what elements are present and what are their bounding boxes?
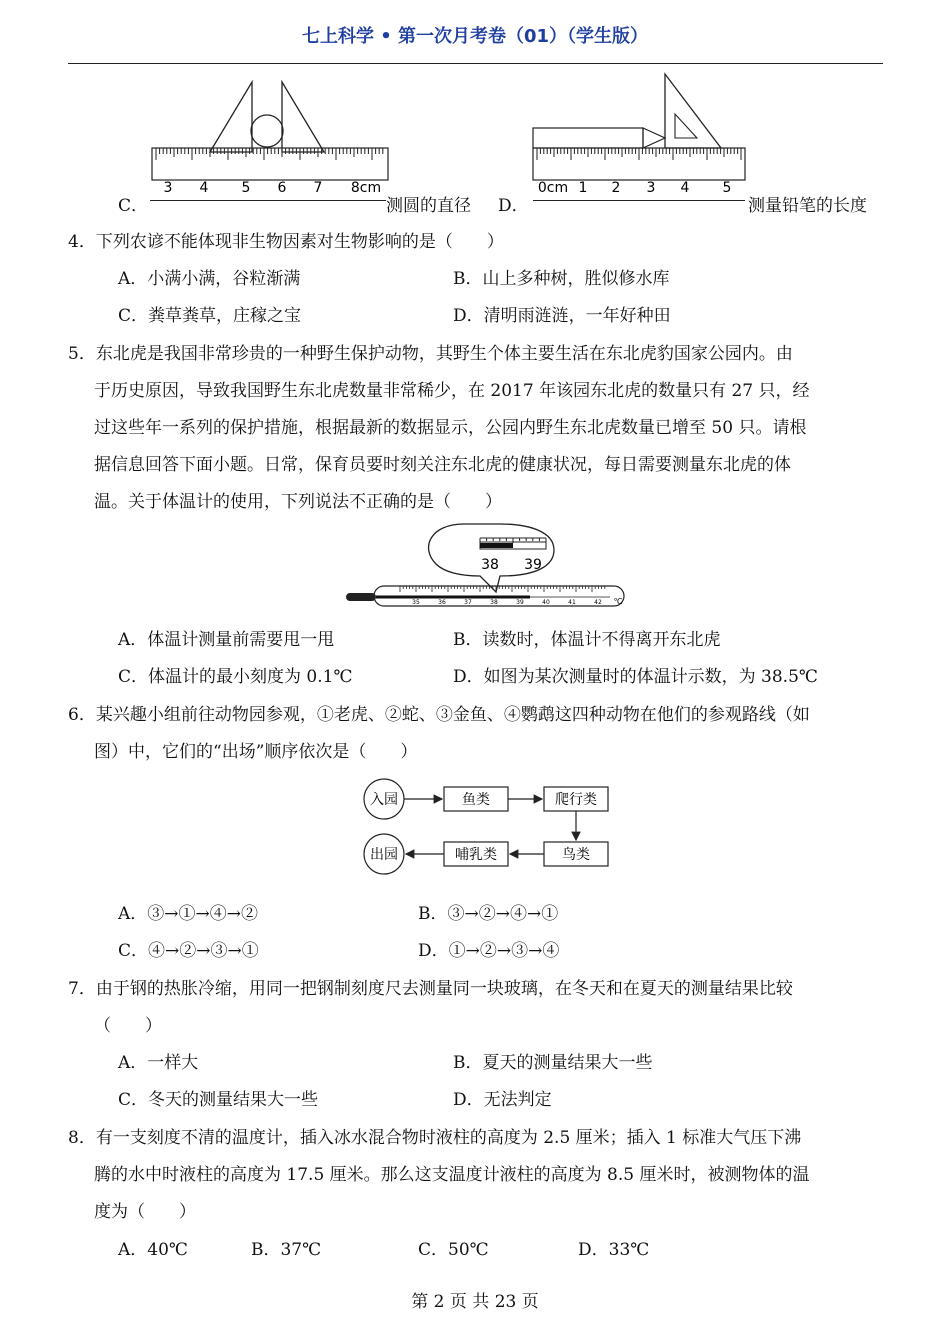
- ruler-d-label: 0cm: [537, 180, 569, 196]
- page-header-title: 七上科学 • 第一次月考卷（01）（学生版）: [301, 26, 649, 47]
- thermometer-scale-label: 37: [464, 599, 472, 606]
- q5-option-c: C．体温计的最小刻度为 0.1℃: [118, 667, 353, 687]
- q8-stem-line: 度为（ ）: [94, 1202, 196, 1222]
- ruler-d-label: 2: [611, 180, 621, 196]
- q6-option-d: D．①→②→③→④: [418, 941, 560, 961]
- exit-label: 出园: [370, 847, 398, 863]
- q8-stem-line: 8．有一支刻度不清的温度计，插入冰水混合物时液柱的高度为 2.5 厘米；插入 1 标准大气压下沸: [68, 1128, 802, 1148]
- mammal-label: 哺乳类: [455, 847, 497, 863]
- ruler-d-label: 5: [722, 180, 732, 196]
- ruler-c-label: 6: [277, 180, 287, 196]
- pencil-body: [533, 128, 643, 148]
- fish-label: 鱼类: [462, 792, 490, 808]
- q7-stem-line: 7．由于钢的热胀冷缩，用同一把钢制刻度尺去测量同一块玻璃，在冬天和在夏天的测量结果比较: [68, 979, 793, 999]
- q5-stem-line: 于历史原因，导致我国野生东北虎数量非常稀少，在 2017 年该园东北虎的数量只有 27 只，经: [94, 381, 810, 401]
- ruler-body-c: [152, 148, 388, 180]
- q5-stem-line: 据信息回答下面小题。日常，保育员要时刻关注东北虎的健康状况，每日需要测量东北虎的体: [94, 455, 791, 475]
- q6-stem-line: 6．某兴趣小组前往动物园参观，①老虎、②蛇、③金鱼、④鹦鹉这四种动物在他们的参观路线（如: [68, 705, 810, 725]
- q3-option-d-letter: D．: [498, 196, 529, 216]
- q4-stem: 4．下列农谚不能体现非生物因素对生物影响的是（ ）: [68, 232, 504, 252]
- thermometer-scale-label: 35: [412, 599, 420, 606]
- q7-stem-line: （ ）: [94, 1016, 162, 1036]
- thermometer-scale-label: 41: [568, 599, 576, 606]
- q7-option-b: B．夏天的测量结果大一些: [453, 1053, 653, 1073]
- set-square: [665, 74, 721, 148]
- q8-option-c: C．50℃: [418, 1240, 489, 1260]
- q8-option-b: B．37℃: [251, 1240, 322, 1260]
- thermometer-unit: ℃: [613, 597, 623, 606]
- ruler-c-label: 4: [199, 180, 209, 196]
- thermometer-scale-label: 36: [438, 599, 446, 606]
- q7-option-c: C．冬天的测量结果大一些: [118, 1090, 319, 1110]
- q3-d-underline: [533, 200, 745, 201]
- zoo-route-diagram: [360, 775, 615, 875]
- thermometer-scale-label: 38: [490, 599, 498, 606]
- ruler-c-label: 8cm: [350, 180, 382, 196]
- thermometer-bulb: [346, 593, 376, 601]
- ruler-c-label: 5: [241, 180, 251, 196]
- q6-option-b: B．③→②→④→①: [418, 904, 559, 924]
- q5-stem-line: 过这些年一系列的保护措施，根据最新的数据显示，公园内野生东北虎数量已增至 50 只。请根: [94, 418, 807, 438]
- q8-option-a: A．40℃: [118, 1240, 188, 1260]
- q6-stem-line: 图）中，它们的“出场”顺序依次是（ ）: [94, 742, 418, 762]
- q3-option-d-caption: 测量铅笔的长度: [748, 196, 867, 216]
- q5-option-b: B．读数时，体温计不得离开东北虎: [453, 630, 721, 650]
- page-number: 第 2 页 共 23 页: [411, 1292, 539, 1312]
- q3-option-c-letter: C．: [118, 196, 149, 216]
- thermometer-scale-label: 40: [542, 599, 550, 606]
- ruler-c-label: 7: [313, 180, 323, 196]
- q6-option-a: A．③→①→④→②: [118, 904, 259, 924]
- q5-stem-line: 5．东北虎是我国非常珍贵的一种野生保护动物，其野生个体主要生活在东北虎豹国家公园内。由: [68, 344, 793, 364]
- q3-c-underline: [150, 200, 386, 201]
- figure-ruler-pencil: [525, 70, 755, 200]
- ruler-d-label: 1: [578, 180, 588, 196]
- ruler-c-label: 3: [163, 180, 173, 196]
- q3-option-c-caption: 测圆的直径: [386, 196, 471, 216]
- q8-option-d: D．33℃: [578, 1240, 650, 1260]
- zoom-label: 38: [481, 557, 499, 573]
- pencil-tip: [643, 128, 665, 148]
- q5-option-d: D．如图为某次测量时的体温计示数，为 38.5℃: [453, 667, 818, 687]
- thermometer-scale-label: 39: [516, 599, 524, 606]
- q5-stem-line: 温。关于体温计的使用，下列说法不正确的是（ ）: [94, 492, 502, 512]
- q4-option-b: B．山上多种树，胜似修水库: [453, 269, 670, 289]
- circle-object: [251, 115, 283, 147]
- q5-option-a: A．体温计测量前需要甩一甩: [118, 630, 335, 650]
- right-triangle-ruler: [282, 82, 324, 152]
- thermometer-figure: [340, 520, 635, 612]
- q4-option-c: C．粪草粪草，庄稼之宝: [118, 306, 302, 326]
- zoom-label: 39: [524, 557, 542, 573]
- ruler-d-label: 3: [646, 180, 656, 196]
- header-rule: [68, 63, 883, 64]
- zoom-mercury: [480, 543, 513, 548]
- q7-option-a: A．一样大: [118, 1053, 199, 1073]
- figure-ruler-circle: [140, 70, 400, 200]
- q6-option-c: C．④→②→③→①: [118, 941, 259, 961]
- q4-option-d: D．清明雨涟涟，一年好种田: [453, 306, 671, 326]
- thermometer-scale-label: 42: [594, 599, 602, 606]
- bird-label: 鸟类: [562, 847, 590, 863]
- q4-option-a: A．小满小满，谷粒渐满: [118, 269, 301, 289]
- reptile-label: 爬行类: [555, 792, 597, 808]
- left-triangle-ruler: [210, 82, 252, 152]
- q8-stem-line: 腾的水中时液柱的高度为 17.5 厘米。那么这支温度计液柱的高度为 8.5 厘米时，被测物体的温: [94, 1165, 810, 1185]
- ruler-d-label: 4: [680, 180, 690, 196]
- enter-label: 入园: [370, 792, 398, 808]
- q7-option-d: D．无法判定: [453, 1090, 552, 1110]
- set-square-hole: [675, 114, 697, 138]
